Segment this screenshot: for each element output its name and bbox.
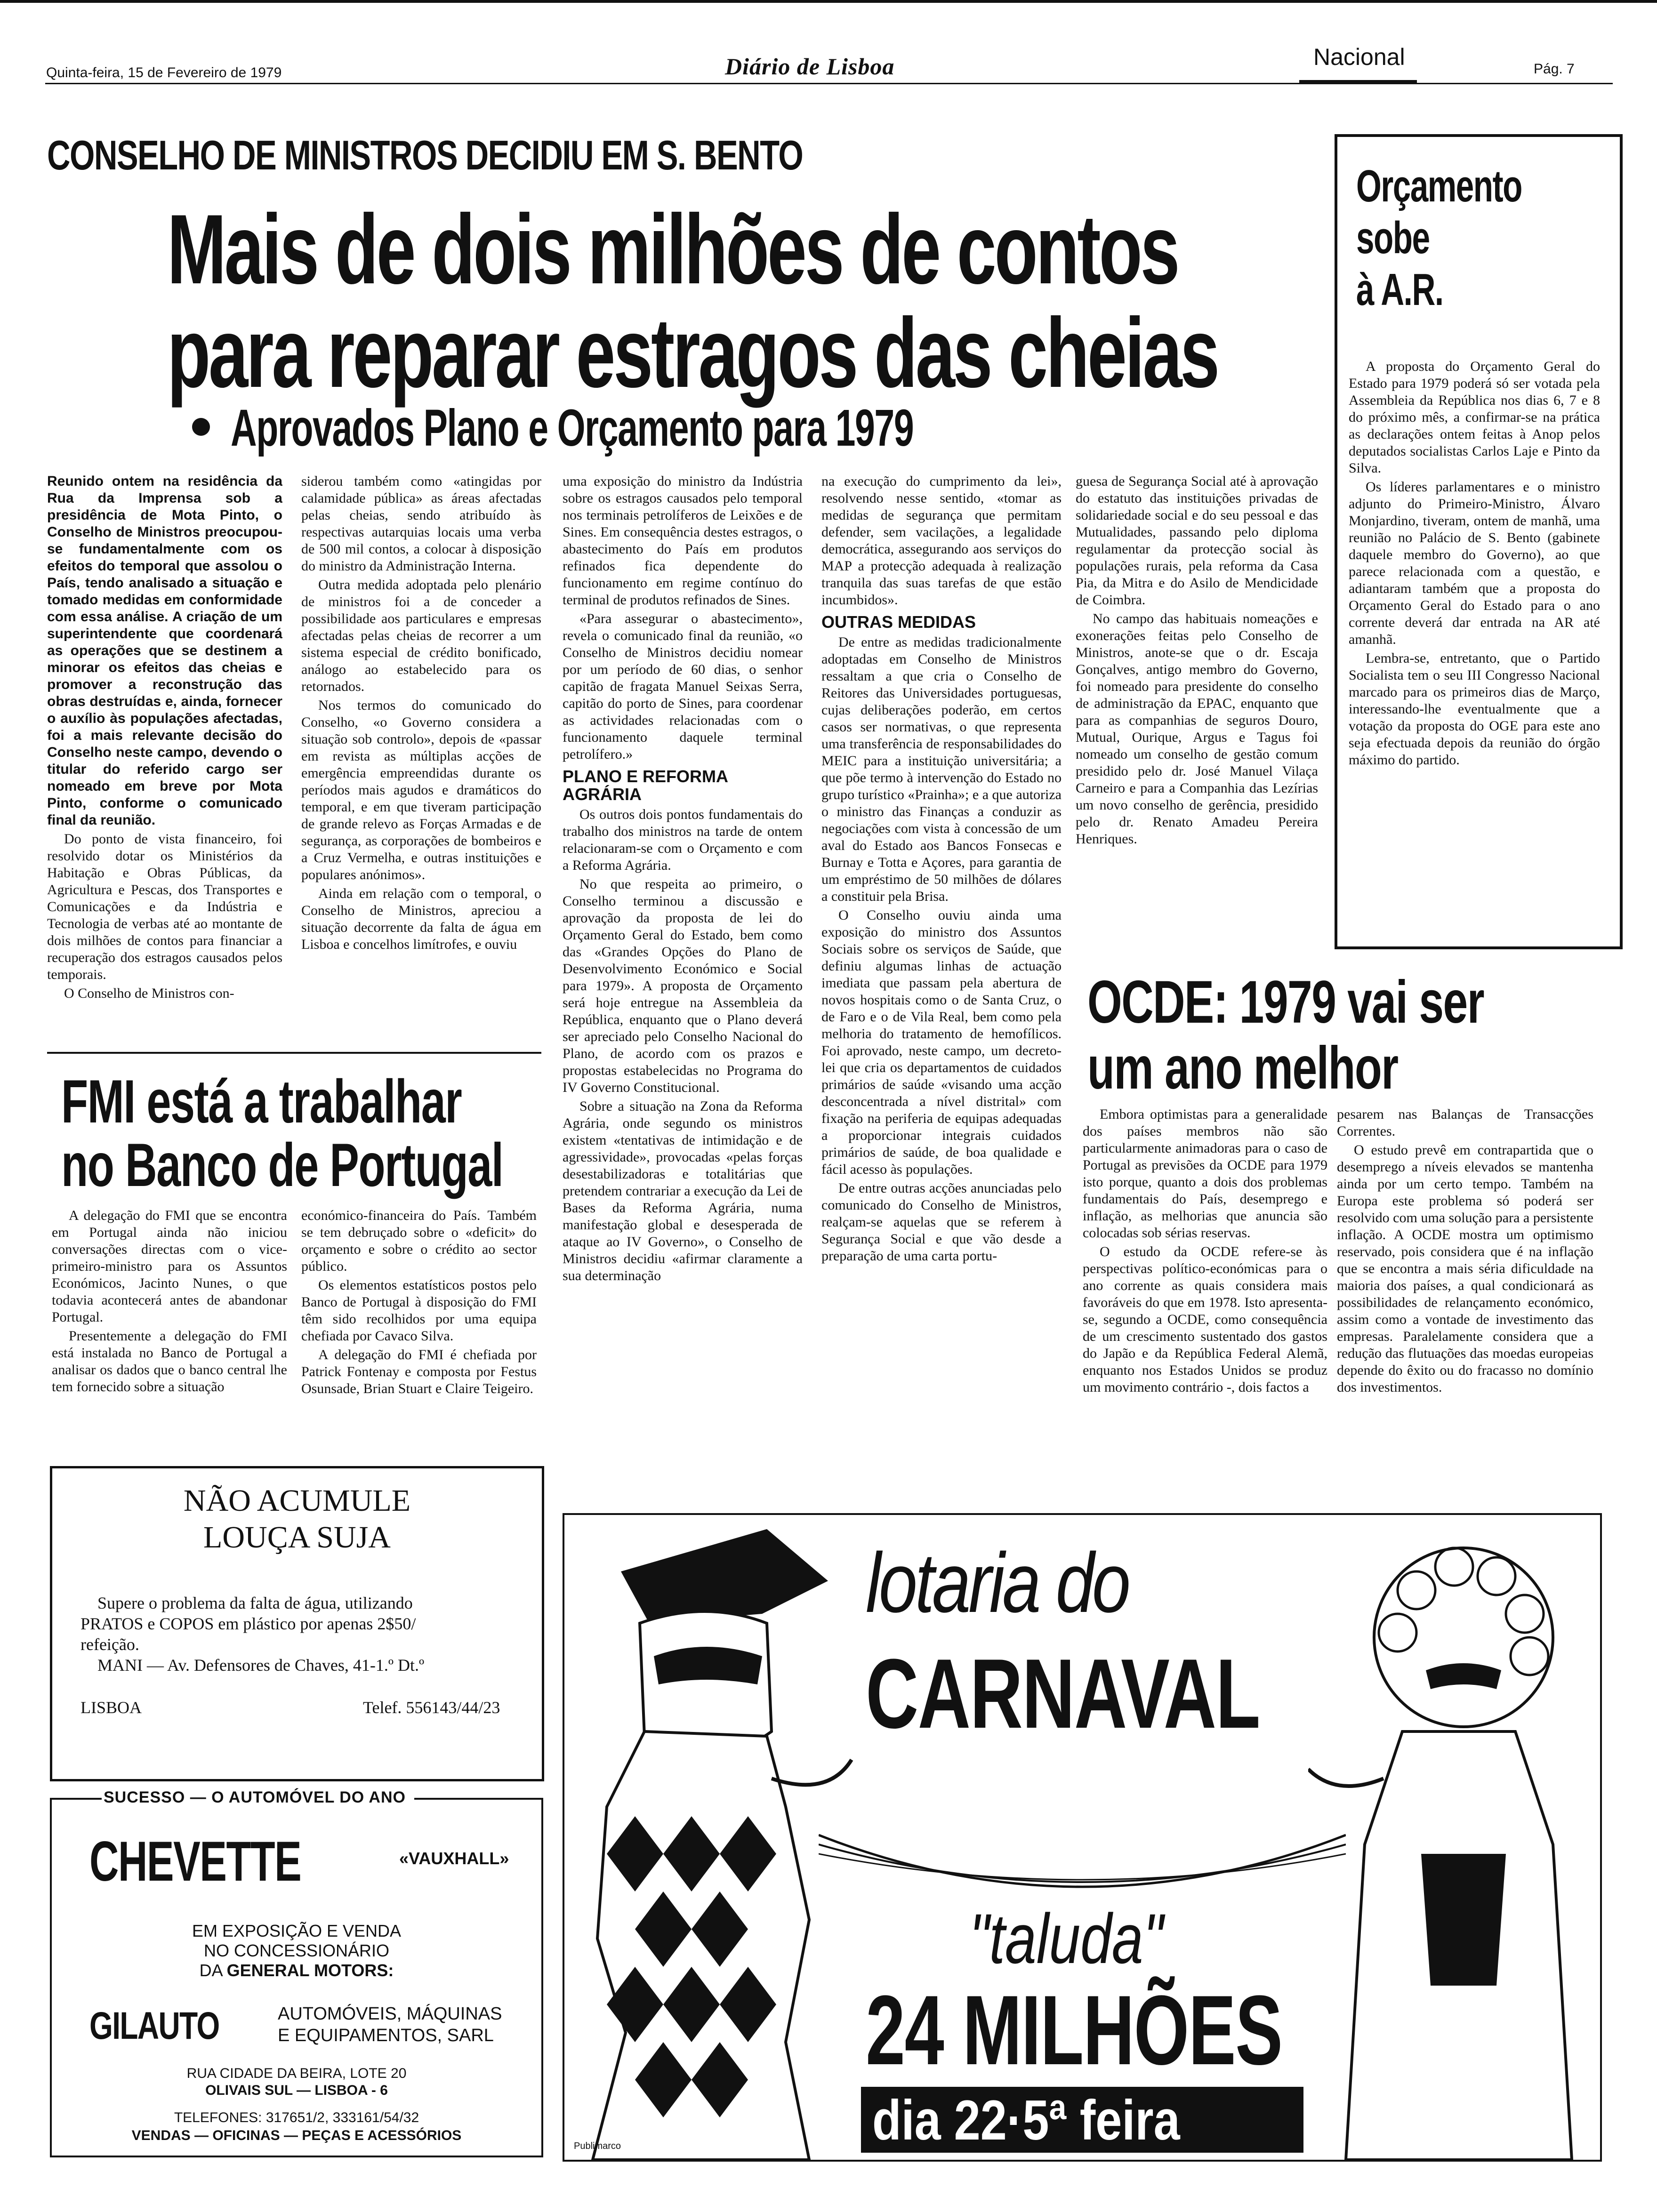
- ad-louca-title-1: NÃO ACUMULE: [183, 1483, 411, 1518]
- fmi-column-2: [301, 1207, 537, 1433]
- ad-chevette-services: VENDAS — OFICINAS — PEÇAS E ACESSÓRIOS: [131, 2128, 462, 2143]
- ad-chevette: [50, 1788, 543, 2157]
- paragraph: siderou também como «atingidas por calamidade pública» as áreas afectadas pelas cheias, sendo atribuído às respectivas autarquias locais uma verba de 500 mil contos, a colocar à disposição do ministro da Administração Interna.: [301, 473, 541, 574]
- page-number: Pág. 7: [1534, 61, 1575, 77]
- paragraph: Sobre a situação na Zona da Reforma Agrária, onde segundo os ministros existem «tentativas de intimidação e de agressividade», provocadas «pelas forças desestabilizadoras e totalitárias que pretendem contrariar a execução da Lei de Bases da Reforma Agrária, numa manifestação global e desesperada de ataque ao IV Governo», o Conselho de Ministros decidiu «afirmar claramente a sua determinação: [563, 1098, 803, 1283]
- article-column-1: [47, 473, 282, 1047]
- paragraph: Outra medida adoptada pelo plenário de ministros foi a de conceder a possibilidade aos particulares e empresas afectadas pelas cheias de recorrer a um sistema especial de crédito bonificado, análogo ao estabelecido para os retornados.: [301, 577, 541, 694]
- ad-chevette-dealer-2: E EQUIPAMENTOS, SARL: [278, 2026, 494, 2045]
- lead-paragraph: Reunido ontem na residência da Rua da Imprensa sob a presidência de Mota Pinto, o Conselho de Ministros preocupou-se fundamentalmente com os efeitos do temporal que assolou o País, tendo analisado a situação e tomado medidas em conformidade com essa análise. A criação de um superintendente que coordenará as operações que se destinem a minorar os efeitos das cheias e promover a reconstrução das obras destruídas e, ainda, fornecer o auxílio às populações afectadas, foi a mais relevante decisão do Conselho neste campo, devendo o titular do referido cargo ser nomeado em breve por Mota Pinto, conforme o comunicado final da reunião.: [47, 473, 282, 828]
- section-name: Nacional: [1313, 44, 1405, 70]
- ad-louca-body-2: PRATOS e COPOS em plástico por apenas 2$50/: [80, 1614, 416, 1633]
- paragraph: No que respeita ao primeiro, o Conselho terminou a discussão e aprovação da proposta de lei do Orçamento Geral do Estado, bem como das «Grandes Opções do Plano de Desenvolvimento Económico e Social para 1979». A proposta de Orçamento será hoje entregue na Assembleia da República, enquanto que o Plano deverá ser apreciado pelo Conselho Nacional do Plano, de acordo com os prazos e propostas estabelecidas no Programa do IV Governo Constitucional.: [563, 876, 803, 1095]
- kicker: CONSELHO DE MINISTROS DECIDIU EM S. BENTO: [47, 132, 803, 178]
- issue-date: Quinta-feira, 15 de Fevereiro de 1979: [46, 65, 282, 80]
- orcamento-text: [1349, 358, 1600, 932]
- paragraph: A delegação do FMI que se encontra em Portugal ainda não iniciou conversações directas com o vice-primeiro-ministro para os Assuntos Económicos, Jacinto Nunes, o que todavia acontecerá antes de abandonar Portugal.: [52, 1208, 287, 1325]
- paragraph: De entre outras acções anunciadas pelo comunicado do Conselho de Ministros, realçam-se aquelas que se referem à Segurança Social e que vão desde a preparação de uma carta portu-: [821, 1180, 1062, 1264]
- fmi-title-1: FMI está a trabalhar: [61, 1067, 462, 1136]
- lotaria-quote: "taluda": [969, 1899, 1164, 1978]
- paragraph: económico-financeira do País. Também se tem debruçado sobre o «deficit» do orçamento e sobre o crédito ao sector público.: [301, 1208, 537, 1274]
- ad-louca-suja: [50, 1466, 544, 1781]
- ad-chevette-gm: GENERAL MOTORS:: [226, 1961, 394, 1980]
- ad-louca-title-2: LOUÇA SUJA: [203, 1520, 391, 1555]
- ad-chevette-banner: SUCESSO — O AUTOMÓVEL DO ANO: [104, 1788, 406, 1806]
- ocde-title-2: um ano melhor: [1087, 1034, 1398, 1102]
- lotaria-title-2: CARNAVAL: [866, 1638, 1260, 1749]
- paragraph: O estudo da OCDE refere-se às perspectivas político-económicas para o ano corrente as quais considera mais favoráveis do que em 1978. Isto apresenta-se, segundo a OCDE, como consequência de um crescimento sustentado dos gastos do Japão e da República Federal Alemã, enquanto nos Estados Unidos se produz um movimento contrário -, dois factos a: [1083, 1244, 1327, 1395]
- paragraph: «Para assegurar o abastecimento», revela o comunicado final da reunião, «o Conselho de Ministros decidiu nomear por um período de 60 dias, o senhor capitão de fragata Manuel Seixas Serra, capitão do porto de Sines, para coordenar as actividades relacionadas com o funcionamento daquele terminal petrolífero.»: [563, 611, 803, 762]
- orcamento-box: [1335, 134, 1623, 949]
- ad-louca-address: MANI — Av. Defensores de Chaves, 41-1.º Dt.º: [97, 1656, 425, 1675]
- ad-chevette-brand-sub: «VAUXHALL»: [399, 1849, 509, 1868]
- paragraph: Os elementos estatísticos postos pelo Banco de Portugal à disposição do FMI têm sido recolhidos por uma equipa chefiada por Cavaco Silva.: [301, 1277, 537, 1344]
- lotaria-date-bar: [861, 2087, 1303, 2153]
- ad-chevette-address-1: RUA CIDADE DA BEIRA, LOTE 20: [186, 2066, 407, 2081]
- article-column-5: [1076, 473, 1318, 953]
- orcamento-title-2: sobe: [1356, 213, 1430, 263]
- paragraph: Os outros dois pontos fundamentais do trabalho dos ministros na tarde de ontem relacionaram-se com o Orçamento e com a Reforma Agrária.: [563, 807, 803, 873]
- ad-louca-body-3: refeição.: [80, 1635, 139, 1654]
- paragraph: na execução do cumprimento da lei», resolvendo nesse sentido, «tomar as medidas de segurança que permitam defender, sem vacilações, a legalidade democrática, assegurando aos serviços do MAP a protecção adequada à realização tranquila das suas tarefas de que estão incumbidos».: [821, 473, 1062, 608]
- ad-lotaria: [563, 1513, 1602, 2162]
- lotaria-prize: 24 MILHÕES: [866, 1975, 1282, 2085]
- top-border: [0, 0, 1657, 3]
- harlequin-illustration: [564, 1515, 856, 2160]
- ad-chevette-address-2: OLIVAIS SUL — LISBOA - 6: [205, 2083, 388, 2098]
- paragraph: A proposta do Orçamento Geral do Estado para 1979 poderá só ser votada pela Assembleia da República nos dias 6, 7 e 8 do próximo mês, a confirmar-se na prática as declarações ontem feitas à Anop pelos deputados socialistas Carlos Laje e Pinto da Silva.: [1349, 359, 1600, 476]
- paragraph: Os líderes parlamentares e o ministro adjunto do Primeiro-Ministro, Álvaro Monjardino, tiveram, ontem de manhã, uma reunião no Palácio de S. Bento (gabinete daquele membro do Governo), ao que parece relacionada com a questão, e adiantaram também que a proposta do Orçamento Geral do Estado para o ano corrente deverá dar entrada na AR até amanhã.: [1349, 479, 1600, 647]
- paragraph: pesarem nas Balanças de Transacções Correntes.: [1337, 1106, 1593, 1139]
- paragraph: No campo das habituais nomeações e exonerações feitas pelo Conselho de Ministros, anote-se que o dr. Escaja Gonçalves, antigo membro do Governo, foi nomeado para presidente do conselho de administração da EPAC, enquanto que para as companhias de seguros Douro, Mutual, Ourique, Argus e Tagus foi nomeado um conselho de gestão comum presidido pelo dr. José Manuel Vilaça Carneiro e para a Companhia das Lezírias um novo conselho de gerência, presidido pelo dr. Renato Amadeu Pereira Henriques.: [1076, 611, 1318, 847]
- paragraph: Embora optimistas para a generalidade dos países membros não são particularmente animadoras para o caso de Portugal as previsões da OCDE para 1979 isto porque, quanto a dois dos problemas fundamentais do País, desemprego e inflação, as melhorias que anuncia são colocadas sob sérias reservas.: [1083, 1106, 1327, 1241]
- ad-chevette-phones: TELEFONES: 317651/2, 333161/54/32: [174, 2110, 419, 2125]
- paragraph: A delegação do FMI é chefiada por Patrick Fontenay e composta por Festus Osunsade, Brian Stuart e Claire Teigeiro.: [301, 1347, 537, 1396]
- paragraph: Nos termos do comunicado do Conselho, «o Governo considera a situação sob controlo», depois de «passar em revista as múltiplas acções de emergência empreendidas durante os períodos mais agudos e dramáticos do temporal, e em que tiveram participação de grande relevo as Forças Armadas e de segurança, as corporações de bombeiros e a Cruz Vermelha, e outras instituições e populares anónimos».: [301, 697, 541, 882]
- bullet-icon: [192, 418, 210, 436]
- fmi-column-1: [52, 1207, 287, 1433]
- paragraph: uma exposição do ministro da Indústria sobre os estragos causados pelo temporal nos terminais petrolíferos de Leixões e de Sines. Em consequência destes estragos, o abastecimento do País em produtos refinados fica dependente do funcionamento em regime contínuo do terminal de produtos refinados de Sines.: [563, 473, 803, 608]
- paragraph: Presentemente a delegação do FMI está instalada no Banco de Portugal a analisar os dados que o banco central lhe tem fornecido sobre a situação: [52, 1328, 287, 1395]
- headline-line-2: para reparar estragos das cheias: [167, 297, 1218, 408]
- paragraph: guesa de Segurança Social até à aprovação do estatuto das instituições privadas de solidariedade social e do seu pessoal e das Mutualidades, passando pelo diploma regulamentar da protecção social às populações rurais, pela reforma da Casa Pia, da Mitra e do Asilo de Mendicidade de Coimbra.: [1076, 473, 1318, 608]
- paragraph: De entre as medidas tradicionalmente adoptadas em Conselho de Ministros ressaltam a que cria o Conselho de Reitores das Universidades portuguesas, cujas deliberações poderão, em certos casos ser normativas, o que representa uma transferência de responsabilidades do MEIC para a instituição universitária; a que põe termo à intervenção do Estado no grupo turístico «Prainha»; e a que autoriza o ministro das Finanças a conduzir as negociações com vista à concessão de um aval do Estado aos Bancos Fonsecas e Burnay e Totta e Açores, para garantia de um empréstimo de 50 milhões de dólares a constituir pela Brisa.: [821, 634, 1062, 904]
- ocde-column-1: [1083, 1106, 1327, 1520]
- section-subhead: OUTRAS MEDIDAS: [821, 612, 976, 632]
- fmi-title-2: no Banco de Portugal: [61, 1130, 503, 1199]
- subheadline: Aprovados Plano e Orçamento para 1979: [231, 399, 914, 457]
- ad-chevette-brand: CHEVETTE: [89, 1830, 301, 1893]
- headline-line-1: Mais de dois milhões de contos: [167, 194, 1178, 305]
- section-subhead: PLANO E REFORMA AGRÁRIA: [563, 767, 728, 804]
- lotaria-title-1: lotaria do: [866, 1536, 1128, 1630]
- ad-louca-phone: Telef. 556143/44/23: [363, 1698, 500, 1717]
- orcamento-title-3: à A.R.: [1356, 264, 1443, 315]
- paragraph: O Conselho de Ministros con-: [64, 986, 234, 1001]
- ad-chevette-dealer-1: AUTOMÓVEIS, MÁQUINAS: [278, 2004, 502, 2024]
- lotaria-date: dia 22·5ª feira: [872, 2089, 1180, 2152]
- ad-louca-city: LISBOA: [80, 1698, 142, 1717]
- ocde-column-2: [1337, 1106, 1593, 1520]
- ad-chevette-dealer: GILAUTO: [89, 2004, 219, 2047]
- ad-louca-body-1: Supere o problema da falta de água, utilizando: [97, 1594, 413, 1612]
- paragraph: O estudo prevê em contrapartida que o desemprego a níveis elevados se mantenha ainda por um certo tempo. Também na Europa este problema só poderá ser resolvido com uma solução para a persistente inflação. A OCDE mostra um optimismo reservado, pois considera que é na inflação que se encontra a mais séria dificuldade na maioria dos países, a qual condicionará as possibilidades de relançamento económico, assim como a vontade de investimento das empresas. Paralelamente considera que a redução das flutuações das moedas europeias depende do êxito ou do fracasso no domínio dos investimentos.: [1337, 1142, 1593, 1395]
- ad-chevette-line-3: [52, 1961, 541, 1980]
- paragraph: O Conselho ouviu ainda uma exposição do ministro dos Assuntos Sociais sobre os serviços de Saúde, que definiu algumas linhas de actuação imediata que passam pela abertura de novos hospitais como o de Santa Cruz, o de Faro e o de Vila Real, bem como pela melhoria do tratamento de hemofílicos. Foi aprovado, neste campo, um decreto-lei que cria os departamentos de cuidados primários de saúde «visando uma acção desconcentrada a nível distrital» com fixação na periferia de equipas adequadas a proporcionar integrais cuidados primários de saúde, de boa qualidade e fácil acesso às populações.: [821, 907, 1062, 1177]
- lady-illustration: [1308, 1515, 1600, 2160]
- paragraph: Do ponto de vista financeiro, foi resolvido dotar os Ministérios da Habitação e Obras Públicas, da Agricultura e Pescas, dos Transportes e Comunicações e da Indústria e Tecnologia de verbas até ao montante de dois milhões de contos para financiar a recuperação dos estragos causados pelos temporais.: [47, 831, 282, 982]
- ad-chevette-top-rule-right: [414, 1798, 543, 1800]
- paragraph: Lembra-se, entretanto, que o Partido Socialista tem o seu III Congresso Nacional marcado para os primeiros dias de Março, interessando-lhe eventualmente que a votação da proposta do OGE para este ano seja efectuada depois da reunião do órgão máximo do partido.: [1349, 650, 1600, 768]
- ad-chevette-top-rule-left: [50, 1798, 102, 1800]
- paragraph: Ainda em relação com o temporal, o Conselho de Ministros, apreciou a situação decorrente da falta de água em Lisboa e concelhos limítrofes, e ouviu: [301, 886, 541, 952]
- ad-chevette-line-2: NO CONCESSIONÁRIO: [203, 1941, 390, 1960]
- fmi-top-rule: [47, 1052, 541, 1054]
- ad-chevette-line-3a: DA: [199, 1961, 227, 1980]
- article-column-2: [301, 473, 541, 1047]
- section-underline: [1299, 80, 1417, 84]
- orcamento-title-1: Orçamento: [1356, 161, 1522, 211]
- ocde-title-1: OCDE: 1979 vai ser: [1087, 969, 1484, 1036]
- ad-chevette-line-1: EM EXPOSIÇÃO E VENDA: [192, 1921, 402, 1940]
- newspaper-name: Diário de Lisboa: [725, 53, 895, 80]
- lotaria-credit: Publimarco: [574, 2141, 621, 2151]
